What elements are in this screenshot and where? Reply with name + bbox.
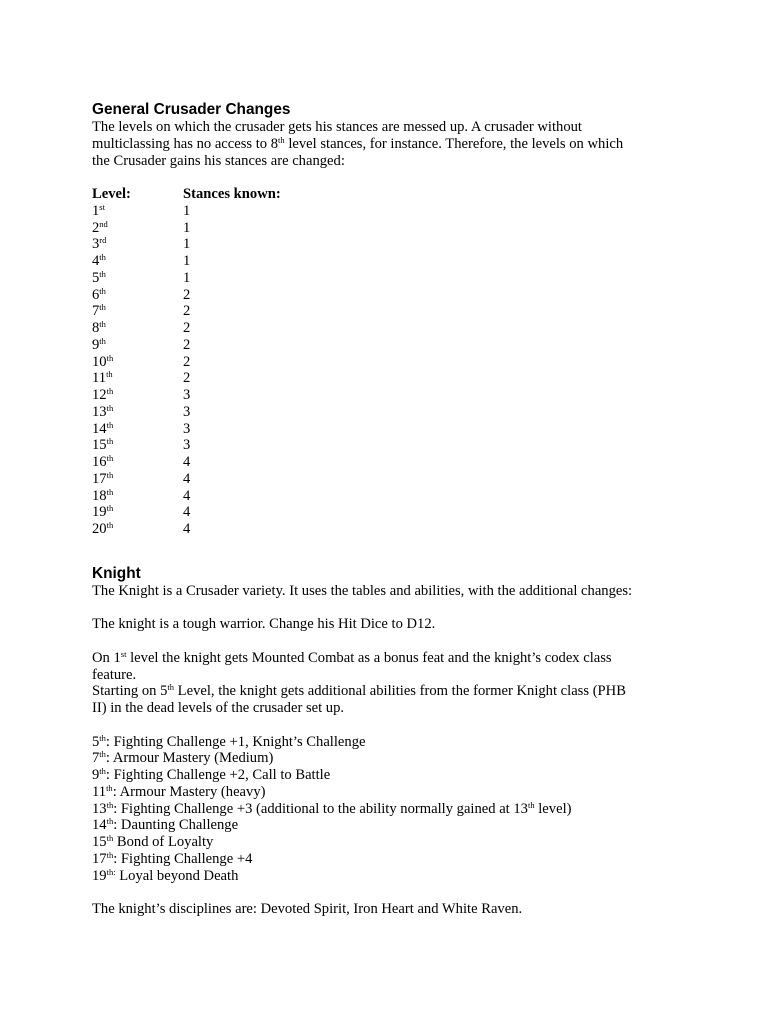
table-row xyxy=(92,488,682,505)
stances-cell: 4 xyxy=(183,487,191,504)
level-cell: 10th xyxy=(92,352,114,370)
table-row xyxy=(92,236,682,253)
level-cell: 4th xyxy=(92,252,106,269)
abilities-list xyxy=(92,734,682,885)
level-cell: 9th xyxy=(92,335,106,353)
ability-item: 11th: Armour Mastery (heavy) xyxy=(92,782,266,800)
additional-abilities-paragraph: Starting on 5th Level, the knight gets additional abilities from the former Knight class (PHB II) in the dead levels of the crusader set up. xyxy=(92,682,626,716)
section-heading-crusader-changes: General Crusader Changes xyxy=(92,101,291,118)
level-cell: 16th xyxy=(92,453,114,470)
table-row xyxy=(92,270,682,287)
stances-cell: 1 xyxy=(183,202,191,219)
table-row xyxy=(92,504,682,521)
level-cell: 15th xyxy=(92,436,114,454)
stances-cell: 3 xyxy=(183,437,191,454)
ability-item: 5th: Fighting Challenge +1, Knight’s Challenge xyxy=(92,732,366,750)
level-cell: 6th xyxy=(92,285,106,303)
stances-cell: 2 xyxy=(183,320,191,336)
stances-cell: 1 xyxy=(183,236,191,253)
stances-cell: 2 xyxy=(183,336,191,353)
ability-item: 15th Bond of Loyalty xyxy=(92,833,214,850)
table-body xyxy=(92,203,682,538)
table-row xyxy=(92,521,682,538)
level-cell: 20th xyxy=(92,520,114,537)
level-cell: 8th xyxy=(92,319,106,336)
table-row xyxy=(92,437,682,454)
table-row xyxy=(92,471,682,488)
level-cell: 14th xyxy=(92,419,114,437)
stances-cell: 1 xyxy=(183,253,191,269)
level-cell: 7th xyxy=(92,302,106,320)
table-row xyxy=(92,287,682,304)
stances-cell: 3 xyxy=(183,420,191,437)
table-row xyxy=(92,253,682,270)
stances-cell: 4 xyxy=(183,504,191,521)
section-heading-knight: Knight xyxy=(92,564,141,582)
hit-dice-paragraph: The knight is a tough warrior. Change his Hit Dice to D12. xyxy=(92,616,436,633)
stances-cell: 2 xyxy=(183,303,191,320)
level-cell: 12th xyxy=(92,386,114,403)
disciplines-paragraph: The knight’s disciplines are: Devoted Spirit, Iron Heart and White Raven. xyxy=(92,901,523,917)
level-cell: 3rd xyxy=(92,235,107,253)
table-row xyxy=(92,421,682,438)
table-row xyxy=(92,404,682,421)
table-row xyxy=(92,337,682,354)
ability-item: 14th: Daunting Challenge xyxy=(92,816,239,834)
stances-table xyxy=(92,186,682,538)
table-row xyxy=(92,220,682,237)
level-cell: 5th xyxy=(92,268,106,286)
ability-item: 7th: Armour Mastery (Medium) xyxy=(92,749,274,767)
level-cell: 13th xyxy=(92,402,114,420)
level-cell: 19th xyxy=(92,503,114,521)
level-cell: 18th xyxy=(92,486,114,504)
document-page xyxy=(92,100,682,918)
table-row xyxy=(92,203,682,220)
stances-cell: 3 xyxy=(183,403,191,420)
table-row xyxy=(92,354,682,371)
stances-cell: 2 xyxy=(183,370,191,387)
stances-cell: 1 xyxy=(183,219,191,236)
intro-line: the Crusader gains his stances are changed: xyxy=(92,152,345,169)
stances-cell: 1 xyxy=(183,269,191,286)
level-cell: 2nd xyxy=(92,218,108,236)
knight-intro-paragraph: The Knight is a Crusader variety. It uses the tables and abilities, with the additional changes: xyxy=(92,582,633,599)
level-column-header: Level: xyxy=(92,186,131,202)
table-row xyxy=(92,320,682,337)
stances-cell: 2 xyxy=(183,353,191,370)
table-header-row xyxy=(92,186,682,203)
table-row xyxy=(92,370,682,387)
ability-item: 9th: Fighting Challenge +2, Call to Battle xyxy=(92,766,331,783)
level-cell: 11th xyxy=(92,369,113,387)
stances-cell: 4 xyxy=(183,454,191,470)
mounted-combat-paragraph: On 1st level the knight gets Mounted Combat as a bonus feat and the knight’s codex class feature. xyxy=(92,648,612,683)
table-row xyxy=(92,303,682,320)
intro-line: multiclassing has no access to 8th level stances, for instance. Therefore, the levels on which xyxy=(92,134,624,152)
stances-cell: 4 xyxy=(183,470,191,487)
table-row xyxy=(92,454,682,471)
ability-item: $19^{th:}$ Loyal beyond Death xyxy=(92,866,239,884)
ability-item: 13th: Fighting Challenge +3 (additional to the ability normally gained at 13th level) xyxy=(92,799,572,817)
stances-cell: 4 xyxy=(183,521,191,537)
intro-paragraph xyxy=(92,119,682,169)
stances-cell: 3 xyxy=(183,387,191,403)
table-row xyxy=(92,387,682,404)
stances-column-header: Stances known: xyxy=(183,186,281,202)
level-cell: 1st xyxy=(92,201,105,219)
stances-cell: 2 xyxy=(183,286,191,303)
intro-line: The levels on which the crusader gets his stances are messed up. A crusader without xyxy=(92,119,582,135)
level-cell: 17th xyxy=(92,469,114,487)
ability-item: 17th: Fighting Challenge +4 xyxy=(92,849,253,867)
